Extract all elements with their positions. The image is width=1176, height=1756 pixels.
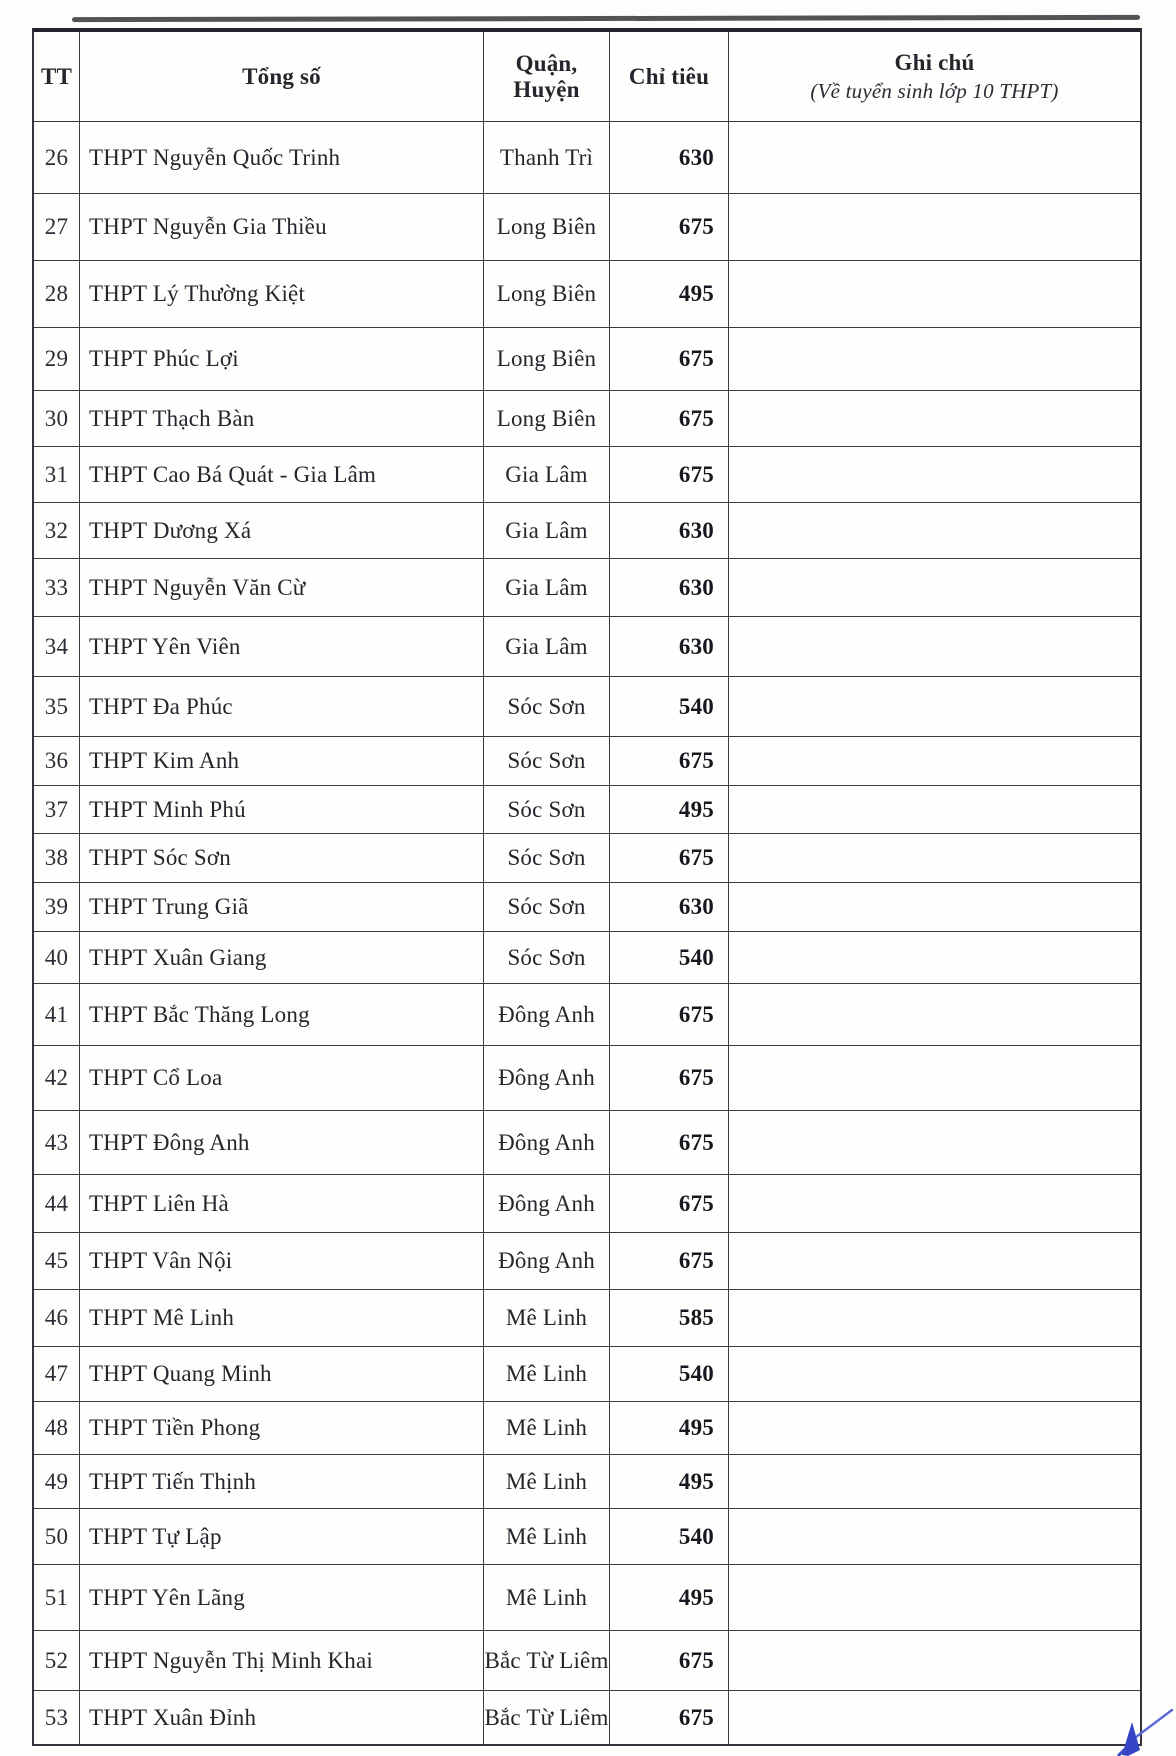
cell-tt: 29 — [34, 328, 80, 391]
cell-name: THPT Tự Lập — [80, 1509, 484, 1565]
cell-district: Mê Linh — [484, 1347, 610, 1402]
cell-quota: 540 — [610, 1347, 729, 1402]
table-row — [34, 786, 1140, 834]
table-header-row — [34, 32, 1140, 122]
cell-tt: 35 — [34, 677, 80, 737]
table-row — [34, 503, 1140, 559]
cell-quota: 630 — [610, 122, 729, 194]
cell-tt: 50 — [34, 1509, 80, 1565]
cell-note — [729, 1046, 1140, 1111]
table-row — [34, 1402, 1140, 1455]
cell-note — [729, 122, 1140, 194]
cell-quota: 675 — [610, 984, 729, 1046]
cell-tt: 33 — [34, 559, 80, 617]
cell-tt: 27 — [34, 194, 80, 261]
cell-tt: 34 — [34, 617, 80, 677]
cell-note — [729, 194, 1140, 261]
cell-note — [729, 786, 1140, 834]
cell-tt: 41 — [34, 984, 80, 1046]
cell-note — [729, 447, 1140, 503]
cell-district: Đông Anh — [484, 1233, 610, 1290]
cell-quota: 630 — [610, 617, 729, 677]
cell-district: Long Biên — [484, 391, 610, 447]
table-row — [34, 1631, 1140, 1691]
cell-quota: 675 — [610, 737, 729, 786]
cell-tt: 28 — [34, 261, 80, 328]
cell-name: THPT Quang Minh — [80, 1347, 484, 1402]
cell-district: Đông Anh — [484, 984, 610, 1046]
cell-note — [729, 1509, 1140, 1565]
cell-quota: 495 — [610, 261, 729, 328]
cell-district: Mê Linh — [484, 1402, 610, 1455]
cell-name: THPT Thạch Bàn — [80, 391, 484, 447]
cell-tt: 39 — [34, 883, 80, 932]
cell-note — [729, 617, 1140, 677]
cell-quota: 630 — [610, 559, 729, 617]
cell-name: THPT Yên Viên — [80, 617, 484, 677]
cell-district: Mê Linh — [484, 1509, 610, 1565]
cell-district: Gia Lâm — [484, 447, 610, 503]
cell-quota: 495 — [610, 1455, 729, 1509]
cell-note — [729, 1175, 1140, 1233]
cell-tt: 31 — [34, 447, 80, 503]
cell-district: Long Biên — [484, 194, 610, 261]
cell-quota: 495 — [610, 1402, 729, 1455]
cell-quota: 540 — [610, 677, 729, 737]
table-row — [34, 328, 1140, 391]
cell-quota: 630 — [610, 503, 729, 559]
cell-tt: 52 — [34, 1631, 80, 1691]
table-row — [34, 1111, 1140, 1175]
cell-district: Mê Linh — [484, 1455, 610, 1509]
table-row — [34, 1347, 1140, 1402]
cell-quota: 540 — [610, 1509, 729, 1565]
cell-tt: 51 — [34, 1565, 80, 1631]
cell-note — [729, 1347, 1140, 1402]
table-row — [34, 1691, 1140, 1744]
table-row — [34, 1046, 1140, 1111]
cell-tt: 43 — [34, 1111, 80, 1175]
cell-name: THPT Kim Anh — [80, 737, 484, 786]
cell-quota: 585 — [610, 1290, 729, 1347]
cell-name: THPT Mê Linh — [80, 1290, 484, 1347]
cell-quota: 675 — [610, 328, 729, 391]
cell-name: THPT Nguyễn Văn Cừ — [80, 559, 484, 617]
cell-note — [729, 737, 1140, 786]
cell-district: Sóc Sơn — [484, 786, 610, 834]
cell-name: THPT Nguyễn Thị Minh Khai — [80, 1631, 484, 1691]
cell-note — [729, 1111, 1140, 1175]
cell-quota: 675 — [610, 834, 729, 883]
cell-name: THPT Sóc Sơn — [80, 834, 484, 883]
cell-tt: 49 — [34, 1455, 80, 1509]
table-row — [34, 559, 1140, 617]
header-tt: TT — [34, 32, 80, 122]
table-row — [34, 194, 1140, 261]
cell-name: THPT Tiền Phong — [80, 1402, 484, 1455]
table-row — [34, 737, 1140, 786]
cell-name: THPT Minh Phú — [80, 786, 484, 834]
header-note — [729, 32, 1140, 122]
cell-district: Sóc Sơn — [484, 737, 610, 786]
cell-name: THPT Phúc Lợi — [80, 328, 484, 391]
header-note-title: Ghi chú — [894, 50, 975, 75]
cell-name: THPT Xuân Giang — [80, 932, 484, 984]
cell-district: Gia Lâm — [484, 503, 610, 559]
cell-quota: 675 — [610, 1691, 729, 1744]
cell-district: Thanh Trì — [484, 122, 610, 194]
cell-quota: 540 — [610, 932, 729, 984]
cell-name: THPT Yên Lãng — [80, 1565, 484, 1631]
cell-note — [729, 883, 1140, 932]
cell-tt: 30 — [34, 391, 80, 447]
cell-tt: 44 — [34, 1175, 80, 1233]
cell-district: Mê Linh — [484, 1290, 610, 1347]
cell-name: THPT Nguyễn Quốc Trinh — [80, 122, 484, 194]
cell-note — [729, 834, 1140, 883]
cell-tt: 42 — [34, 1046, 80, 1111]
table-row — [34, 261, 1140, 328]
school-quota-table — [32, 28, 1142, 1746]
cell-note — [729, 391, 1140, 447]
cell-tt: 45 — [34, 1233, 80, 1290]
table-body — [34, 122, 1140, 1744]
cell-district: Bắc Từ Liêm — [484, 1691, 610, 1744]
cell-name: THPT Bắc Thăng Long — [80, 984, 484, 1046]
scan-smudge — [72, 15, 1140, 22]
cell-name: THPT Nguyễn Gia Thiều — [80, 194, 484, 261]
cell-name: THPT Lý Thường Kiệt — [80, 261, 484, 328]
table-row — [34, 1509, 1140, 1565]
table-row — [34, 1455, 1140, 1509]
cell-district: Gia Lâm — [484, 559, 610, 617]
table-row — [34, 834, 1140, 883]
cell-note — [729, 1233, 1140, 1290]
cell-note — [729, 328, 1140, 391]
cell-quota: 630 — [610, 883, 729, 932]
cell-name: THPT Trung Giã — [80, 883, 484, 932]
cell-district: Sóc Sơn — [484, 677, 610, 737]
cell-quota: 495 — [610, 1565, 729, 1631]
cell-tt: 37 — [34, 786, 80, 834]
table-row — [34, 391, 1140, 447]
cell-quota: 675 — [610, 1175, 729, 1233]
cell-note — [729, 503, 1140, 559]
cell-name: THPT Đông Anh — [80, 1111, 484, 1175]
cell-name: THPT Dương Xá — [80, 503, 484, 559]
cell-tt: 38 — [34, 834, 80, 883]
cell-note — [729, 559, 1140, 617]
cell-name: THPT Tiến Thịnh — [80, 1455, 484, 1509]
cell-note — [729, 932, 1140, 984]
table-row — [34, 617, 1140, 677]
cell-name: THPT Cao Bá Quát - Gia Lâm — [80, 447, 484, 503]
cell-name: THPT Liên Hà — [80, 1175, 484, 1233]
header-district: Quận, Huyện — [484, 32, 610, 122]
pen-mark-icon — [1104, 1708, 1176, 1756]
cell-note — [729, 1402, 1140, 1455]
table-row — [34, 883, 1140, 932]
table-row — [34, 984, 1140, 1046]
cell-quota: 675 — [610, 391, 729, 447]
cell-quota: 675 — [610, 1631, 729, 1691]
table-row — [34, 1233, 1140, 1290]
cell-district: Đông Anh — [484, 1175, 610, 1233]
cell-district: Long Biên — [484, 328, 610, 391]
cell-district: Sóc Sơn — [484, 834, 610, 883]
cell-tt: 26 — [34, 122, 80, 194]
cell-quota: 675 — [610, 1233, 729, 1290]
cell-note — [729, 1631, 1140, 1691]
cell-district: Sóc Sơn — [484, 883, 610, 932]
cell-tt: 32 — [34, 503, 80, 559]
cell-district: Mê Linh — [484, 1565, 610, 1631]
cell-note — [729, 261, 1140, 328]
cell-tt: 46 — [34, 1290, 80, 1347]
cell-note — [729, 677, 1140, 737]
cell-name: THPT Đa Phúc — [80, 677, 484, 737]
header-quota: Chỉ tiêu — [610, 32, 729, 122]
table-row — [34, 1290, 1140, 1347]
cell-name: THPT Xuân Đỉnh — [80, 1691, 484, 1744]
cell-quota: 675 — [610, 447, 729, 503]
cell-note — [729, 1691, 1140, 1744]
table-row — [34, 677, 1140, 737]
cell-district: Bắc Từ Liêm — [484, 1631, 610, 1691]
cell-district: Đông Anh — [484, 1046, 610, 1111]
table-row — [34, 122, 1140, 194]
cell-tt: 53 — [34, 1691, 80, 1744]
table-row — [34, 447, 1140, 503]
table-row — [34, 932, 1140, 984]
table-row — [34, 1175, 1140, 1233]
cell-district: Sóc Sơn — [484, 932, 610, 984]
cell-district: Đông Anh — [484, 1111, 610, 1175]
cell-tt: 47 — [34, 1347, 80, 1402]
cell-note — [729, 1565, 1140, 1631]
cell-name: THPT Vân Nội — [80, 1233, 484, 1290]
cell-note — [729, 984, 1140, 1046]
header-note-subtitle: (Về tuyển sinh lớp 10 THPT) — [810, 78, 1059, 103]
cell-tt: 40 — [34, 932, 80, 984]
cell-quota: 495 — [610, 786, 729, 834]
cell-note — [729, 1290, 1140, 1347]
cell-tt: 36 — [34, 737, 80, 786]
cell-quota: 675 — [610, 194, 729, 261]
cell-tt: 48 — [34, 1402, 80, 1455]
cell-name: THPT Cổ Loa — [80, 1046, 484, 1111]
cell-district: Gia Lâm — [484, 617, 610, 677]
header-name: Tổng số — [80, 32, 484, 122]
cell-quota: 675 — [610, 1046, 729, 1111]
cell-note — [729, 1455, 1140, 1509]
table-row — [34, 1565, 1140, 1631]
cell-quota: 675 — [610, 1111, 729, 1175]
cell-district: Long Biên — [484, 261, 610, 328]
